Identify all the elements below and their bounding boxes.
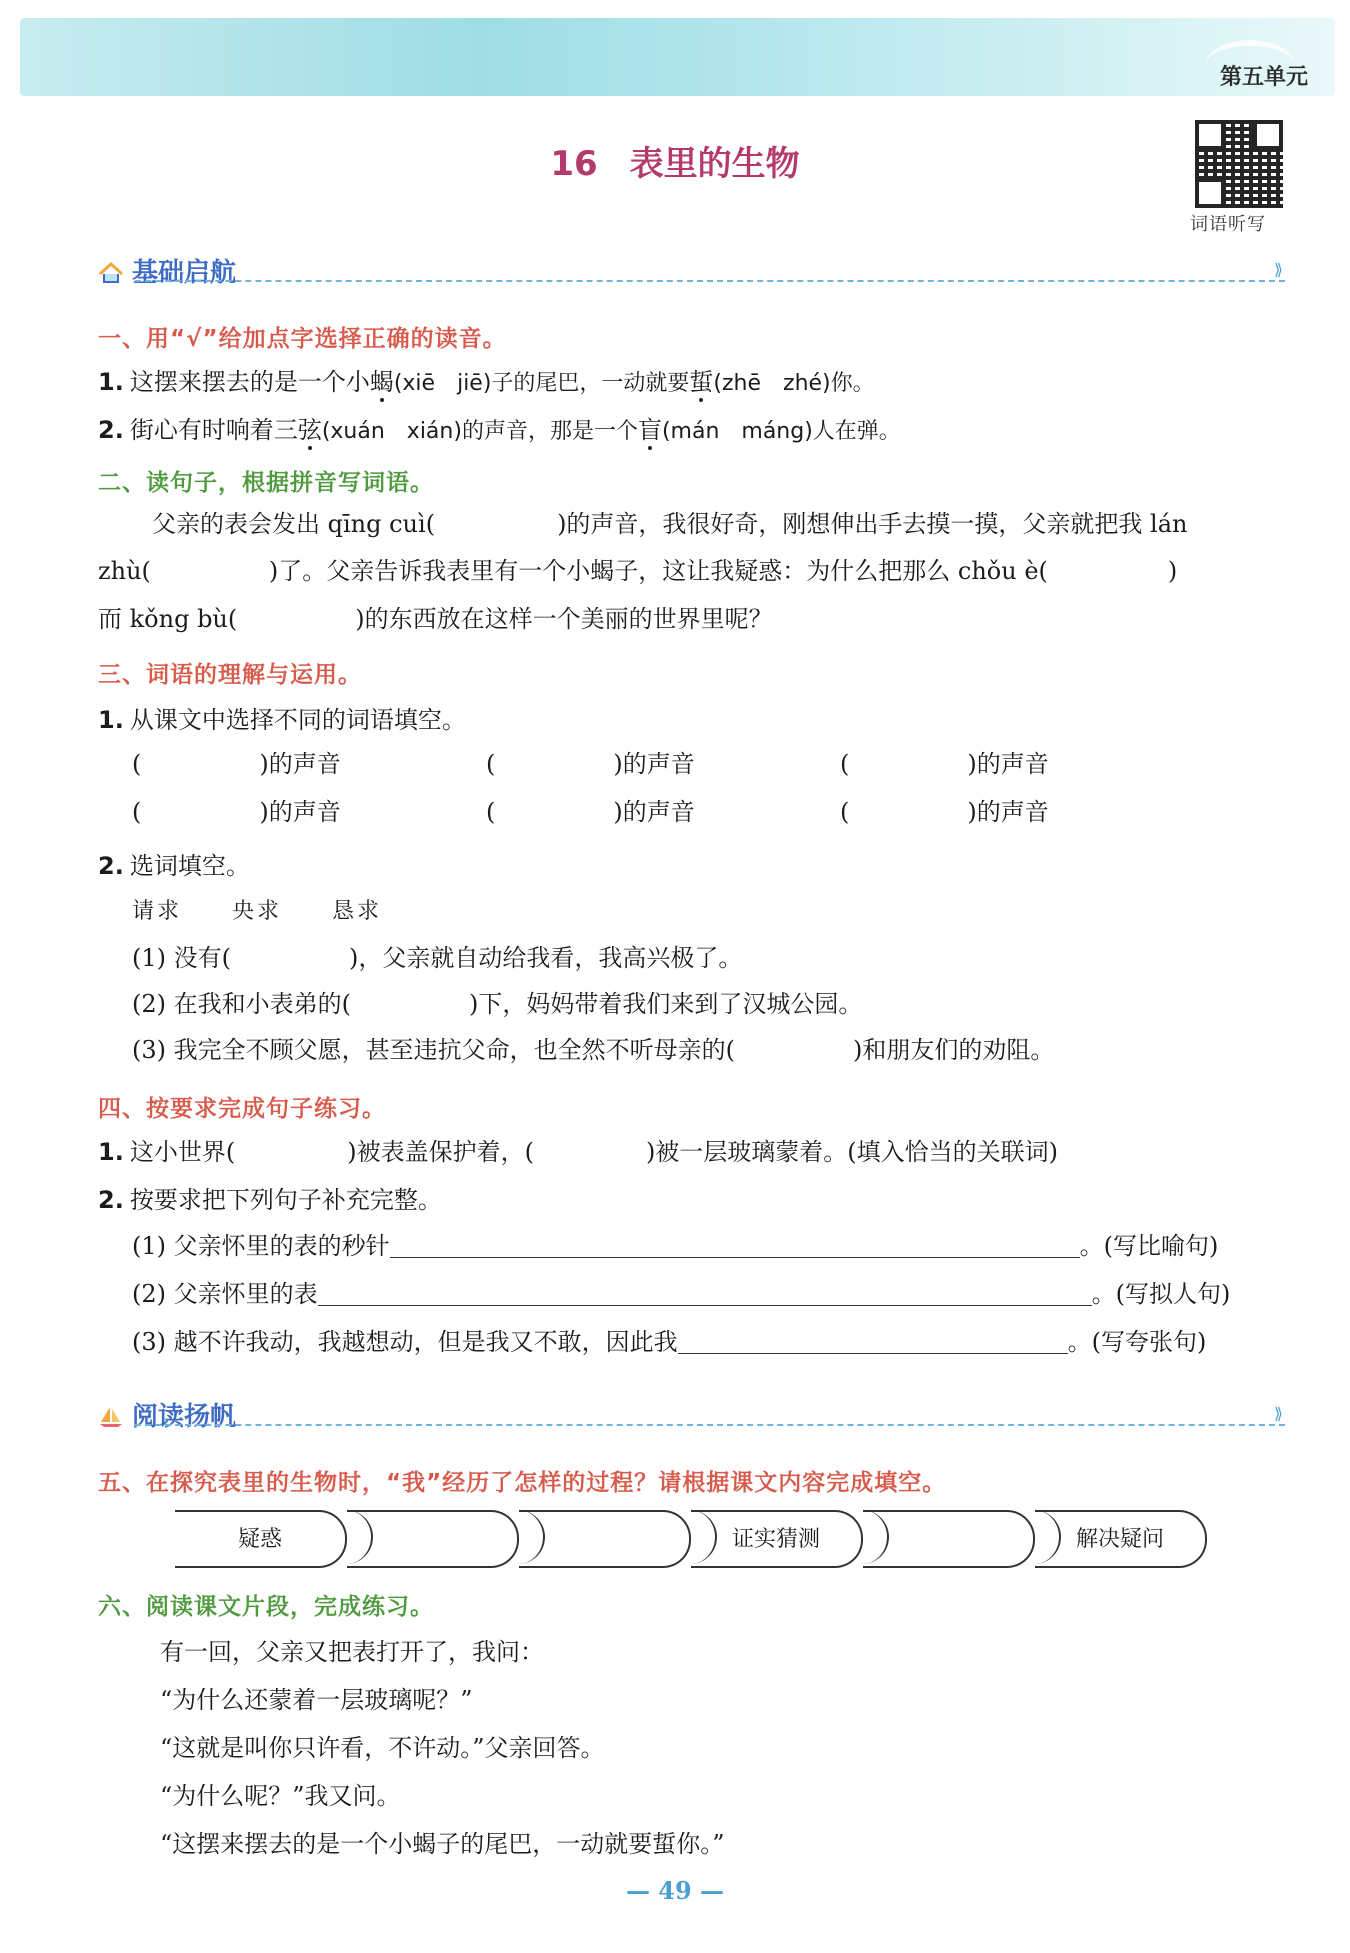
- flow-step: 解决疑问: [1035, 1510, 1207, 1568]
- page-number: — 49 —: [625, 1876, 725, 1905]
- flow-step: 证实猜测: [691, 1510, 863, 1568]
- lesson-name: 表里的生物: [629, 144, 800, 184]
- q4-part-2: 2. 按要求把下列句子补充完整。: [98, 1186, 442, 1214]
- divider-end-icon: ⟫: [1274, 1404, 1283, 1423]
- passage-line: “为什么还蒙着一层玻璃呢？”: [160, 1686, 473, 1714]
- flow-step: 疑惑: [175, 1510, 347, 1568]
- section-divider: [135, 1424, 1285, 1426]
- flow-step-blank[interactable]: [347, 1510, 519, 1568]
- question-1-title: 一、用“√”给加点字选择正确的读音。: [98, 326, 507, 352]
- q3-part-2: 2. 选词填空。: [98, 852, 250, 880]
- flow-step-blank[interactable]: [519, 1510, 691, 1568]
- q3-blank-row-1b: ( )的声音: [486, 750, 695, 778]
- choice-word: 请求: [132, 899, 183, 924]
- header-banner: [20, 18, 1335, 96]
- q4-rewrite-2: (2) 父亲怀里的表 。(写拟人句): [132, 1280, 1231, 1308]
- q4-sentence-1: 1. 这小世界( )被表盖保护着，( )被一层玻璃蒙着。(填入恰当的关联词): [98, 1138, 1059, 1166]
- passage-line: 有一回，父亲又把表打开了，我问：: [160, 1638, 544, 1666]
- q3-fill-1: (1) 没有( )，父亲就自动给我看，我高兴极了。: [132, 944, 743, 972]
- q3-blank-row-2: ( )的声音: [132, 798, 341, 826]
- divider-end-icon: ⟫: [1274, 260, 1283, 279]
- answer-line[interactable]: [390, 1231, 1080, 1258]
- choice-word: 央求: [232, 899, 283, 924]
- question-4-title: 四、按要求完成句子练习。: [98, 1096, 386, 1122]
- lesson-number: 16: [550, 144, 598, 184]
- section-basic: [98, 252, 236, 289]
- q3-blank-row-1: ( )的声音: [132, 750, 341, 778]
- section-reading: [98, 1396, 236, 1433]
- answer-line[interactable]: [678, 1327, 1068, 1354]
- sailboat-icon: [98, 1406, 124, 1428]
- unit-label: 第五单元: [1219, 65, 1308, 90]
- qr-code-icon[interactable]: [1195, 120, 1283, 208]
- question-2-title: 二、读句子，根据拼音写词语。: [98, 470, 434, 496]
- q3-blank-row-2c: ( )的声音: [840, 798, 1049, 826]
- section-basic-label: 基础启航: [132, 258, 237, 288]
- lesson-title: [0, 136, 1350, 185]
- passage-line: “这就是叫你只许看，不许动。”父亲回答。: [160, 1734, 605, 1762]
- q4-rewrite-1: (1) 父亲怀里的表的秒针 。(写比喻句): [132, 1232, 1219, 1260]
- q2-line-1: 父亲的表会发出 qīng cuì( )的声音，我很好奇，刚想伸出手去摸一摸，父亲就把我 lán: [152, 510, 1188, 538]
- q4-rewrite-3: (3) 越不许我动，我越想动，但是我又不敢，因此我 。(写夸张句): [132, 1328, 1207, 1356]
- flow-step-blank[interactable]: [863, 1510, 1035, 1568]
- house-icon: [98, 262, 124, 284]
- passage-line: “为什么呢？”我又问。: [160, 1782, 401, 1810]
- question-6-title: 六、阅读课文片段，完成练习。: [98, 1594, 434, 1620]
- q1-sentence-1: 1. 这摆来摆去的是一个小蝎(xiē jiē)子的尾巴，一动就要蜇(zhē zhé)你。: [98, 368, 875, 396]
- q1-sentence-2: 2. 街心有时响着三弦(xuán xián)的声音，那是一个盲(mán máng)人在弹。: [98, 416, 901, 444]
- q3-part-1: 1. 从课文中选择不同的词语填空。: [98, 706, 466, 734]
- q2-line-3: 而 kǒng bù( )的东西放在这样一个美丽的世界里呢？: [98, 605, 773, 633]
- qr-caption: 词语听写: [1190, 214, 1266, 235]
- choice-word: 恳求: [332, 899, 383, 924]
- question-3-title: 三、词语的理解与运用。: [98, 662, 362, 688]
- passage-line: “这摆来摆去的是一个小蝎子的尾巴，一动就要蜇你。”: [160, 1830, 725, 1858]
- section-reading-label: 阅读扬帆: [132, 1402, 237, 1432]
- process-flow: [175, 1510, 1215, 1566]
- q3-fill-2: (2) 在我和小表弟的( )下，妈妈带着我们来到了汉城公园。: [132, 990, 863, 1018]
- answer-line[interactable]: [318, 1279, 1092, 1306]
- word-choices: [132, 896, 382, 928]
- q3-fill-3: (3) 我完全不顾父愿，甚至违抗父命，也全然不听母亲的( )和朋友们的劝阻。: [132, 1036, 1055, 1064]
- section-divider: [135, 280, 1285, 282]
- q2-line-2: zhù( )了。父亲告诉我表里有一个小蝎子，这让我疑惑：为什么把那么 chǒu è( ): [98, 557, 1178, 585]
- q3-blank-row-2b: ( )的声音: [486, 798, 695, 826]
- question-5-title: 五、在探究表里的生物时，“我”经历了怎样的过程？请根据课文内容完成填空。: [98, 1470, 947, 1496]
- q3-blank-row-1c: ( )的声音: [840, 750, 1049, 778]
